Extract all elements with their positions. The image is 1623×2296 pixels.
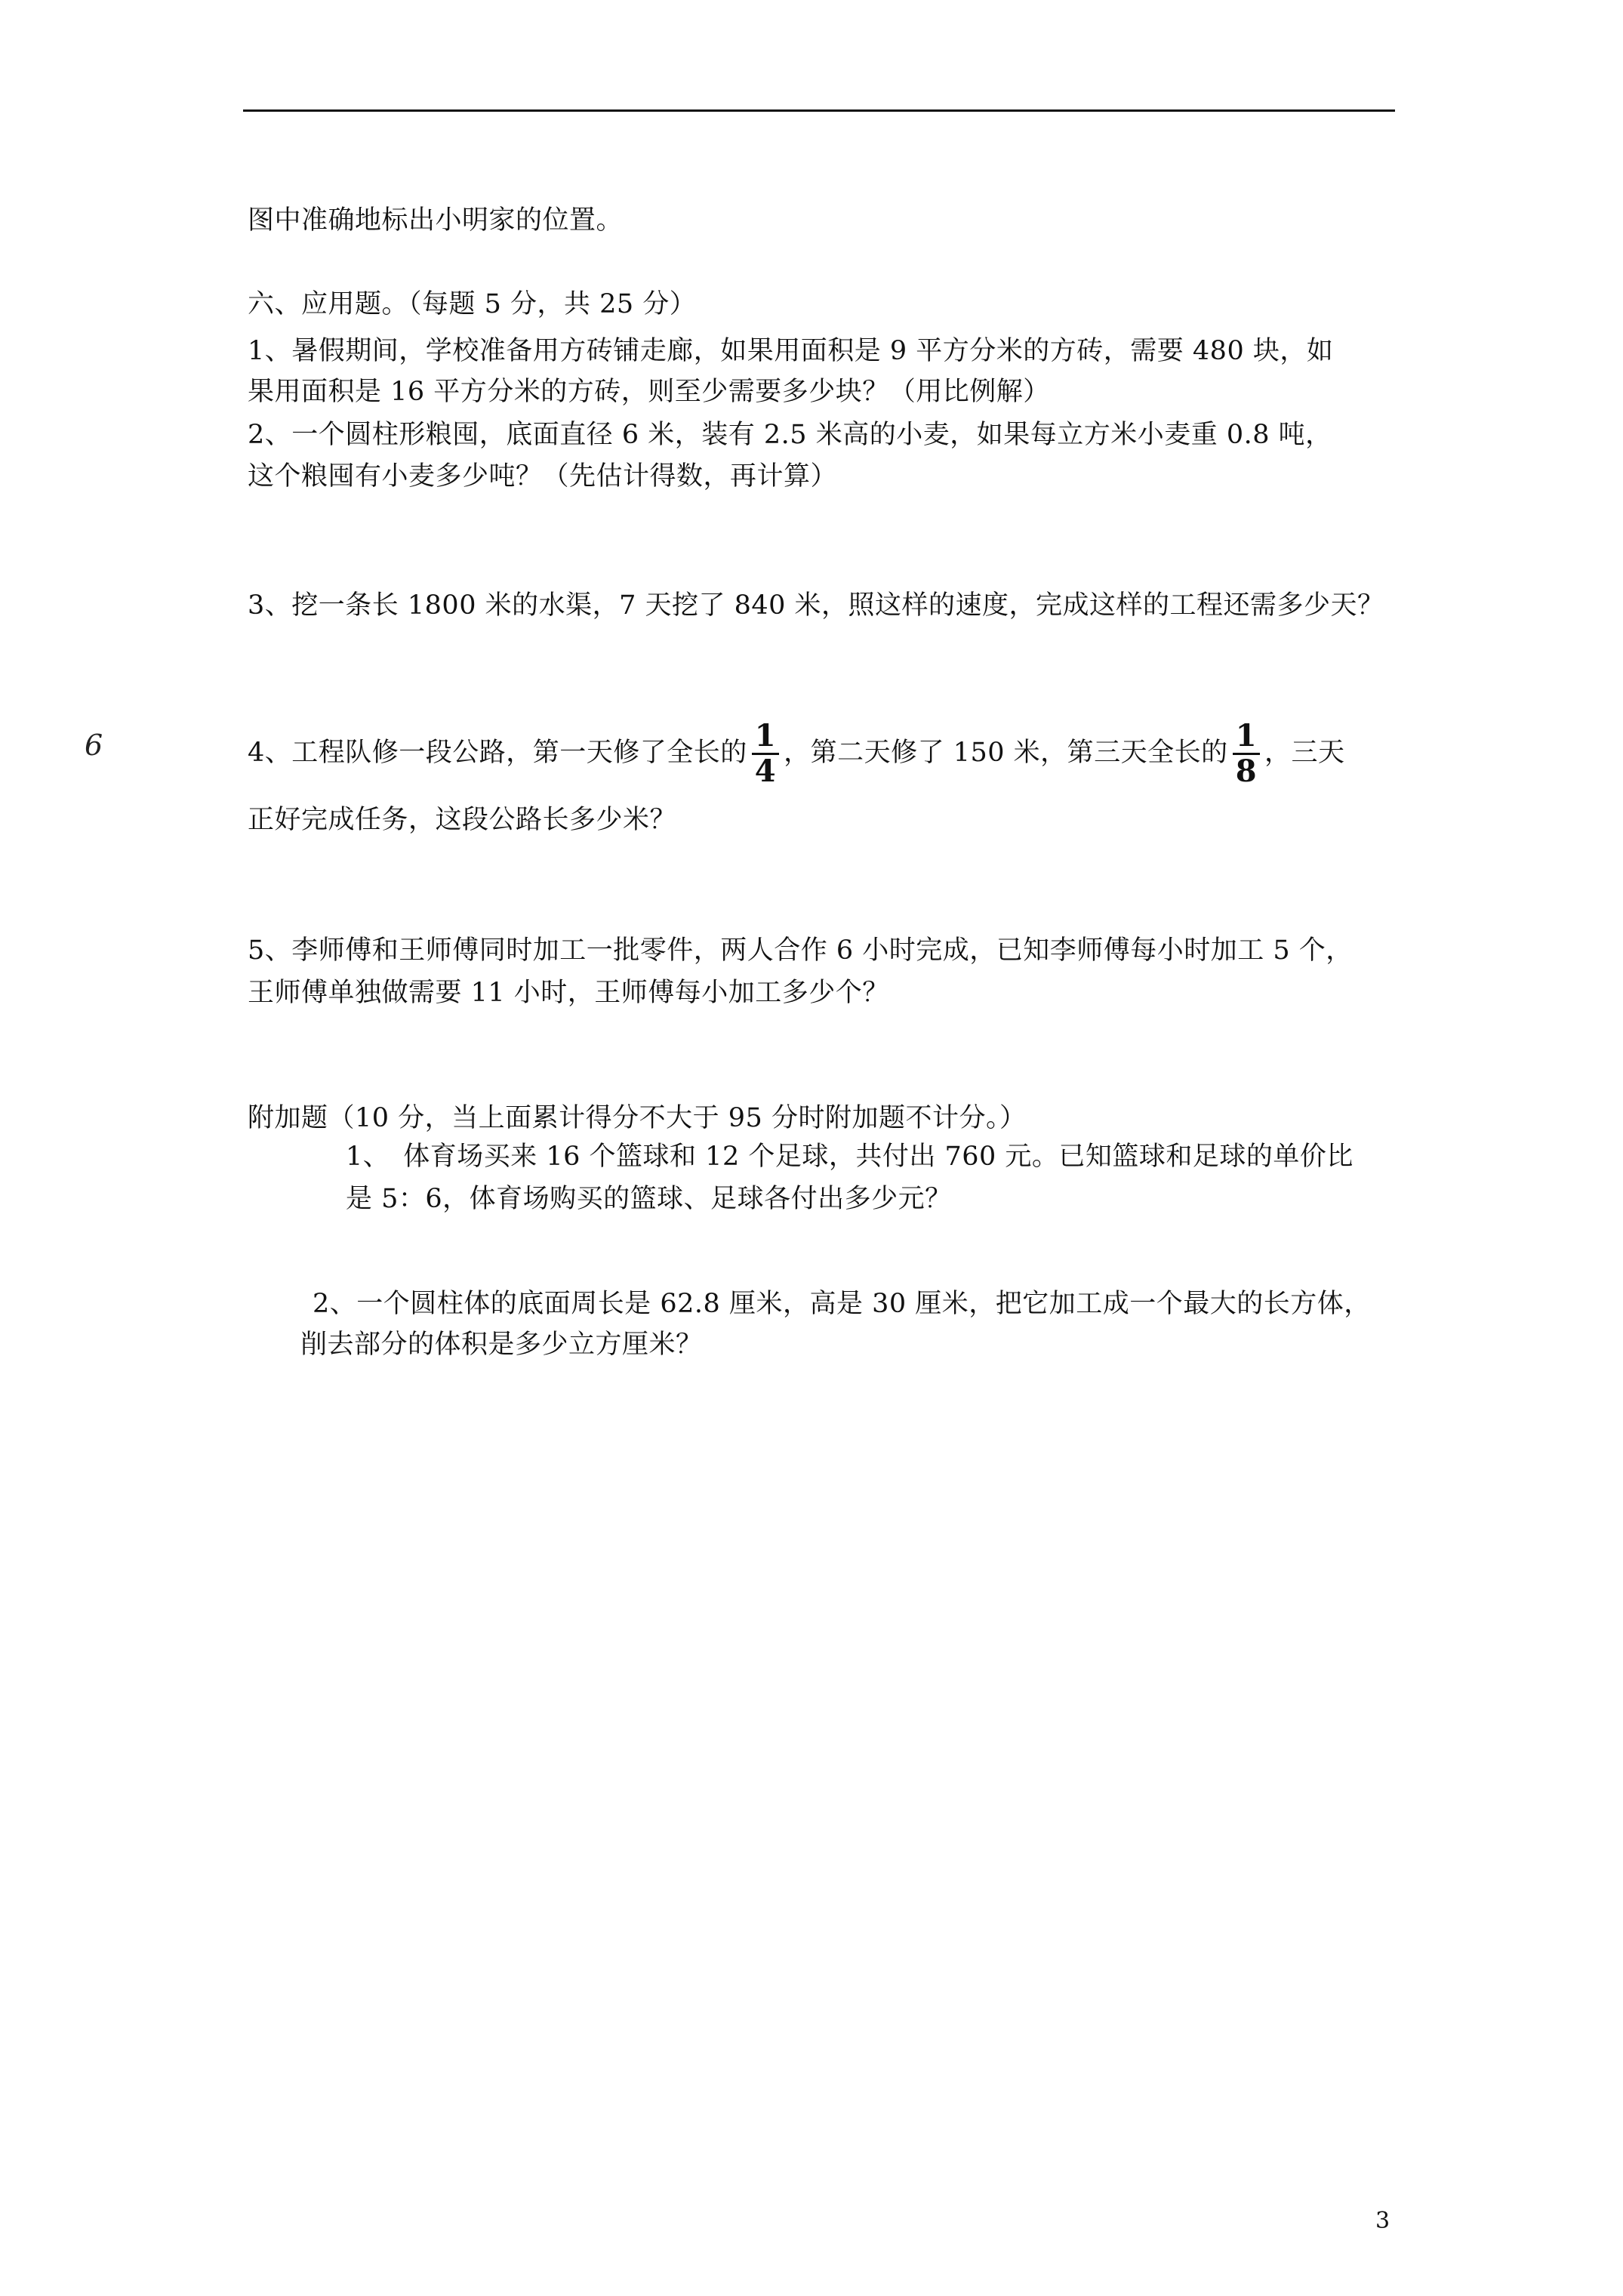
- fraction-denominator: 8: [1235, 754, 1258, 789]
- question-1-line-2: 果用面积是 16 平方分米的方砖，则至少需要多少块？（用比例解）: [248, 377, 1050, 407]
- bonus-question-1-line-2: 是 5：6，体育场购买的篮球、足球各付出多少元？: [346, 1184, 952, 1214]
- fraction-denominator: 4: [754, 754, 777, 789]
- bonus-question-1-line-1: 1、 体育场买来 16 个篮球和 12 个足球，共付出 760 元。已知篮球和足球的单价比: [346, 1142, 1354, 1172]
- fraction-numerator: 1: [1233, 720, 1260, 755]
- question-2-line-1: 2、一个圆柱形粮囤，底面直径 6 米，装有 2.5 米高的小麦，如果每立方米小麦重 0.8 吨，: [248, 420, 1332, 450]
- fraction-one-eighth: [1233, 720, 1260, 788]
- section-six-heading: 六、应用题。（每题 5 分，共 25 分）: [248, 289, 697, 319]
- question-1-line-1: 1、暑假期间，学校准备用方砖铺走廊，如果用面积是 9 平方分米的方砖，需要 480 块，如: [248, 336, 1334, 366]
- question-5-line-1: 5、李师傅和王师傅同时加工一批零件，两人合作 6 小时完成，已知李师傅每小时加工 5 个，: [248, 935, 1353, 966]
- question-2-line-2: 这个粮囤有小麦多少吨？（先估计得数，再计算）: [248, 461, 838, 492]
- intro-line: 图中准确地标出小明家的位置。: [248, 205, 624, 236]
- fraction-numerator: 1: [752, 720, 779, 755]
- bonus-question-2-line-1: 2、一个圆柱体的底面周长是 62.8 厘米，高是 30 厘米，把它加工成一个最大的长方体，: [313, 1289, 1371, 1319]
- bonus-question-2-line-2: 削去部分的体积是多少立方厘米？: [300, 1330, 703, 1360]
- question-4-text-c: ，三天: [1264, 738, 1345, 768]
- header-rule: [243, 109, 1395, 112]
- page-number: 3: [1375, 2208, 1390, 2234]
- bonus-heading: 附加题（10 分，当上面累计得分不大于 95 分时附加题不计分。）: [248, 1103, 1027, 1133]
- question-4-text-b: ，第二天修了 150 米，第三天全长的: [784, 738, 1228, 768]
- margin-mark: 6: [85, 729, 103, 762]
- question-5-line-2: 王师傅单独做需要 11 小时，王师傅每小加工多少个？: [248, 978, 889, 1008]
- question-4-text-a: 4、工程队修一段公路，第一天修了全长的: [248, 738, 747, 768]
- question-4-line-1: [248, 720, 1345, 788]
- fraction-one-quarter: [752, 720, 779, 788]
- question-4-line-2: 正好完成任务，这段公路长多少米？: [248, 805, 677, 835]
- question-3-line-1: 3、挖一条长 1800 米的水渠，7 天挖了 840 米，照这样的速度，完成这样的工程还需多少天？: [248, 590, 1384, 621]
